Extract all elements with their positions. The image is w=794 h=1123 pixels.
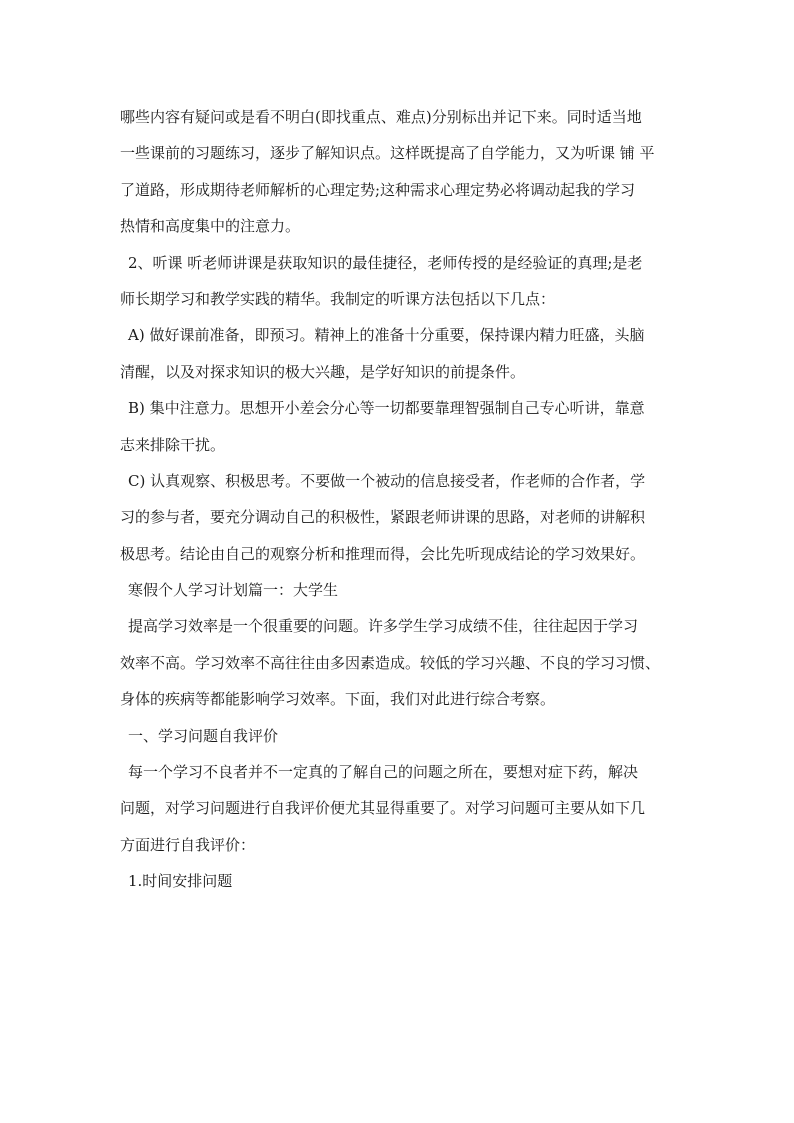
text-line: 提高学习效率是一个很重要的问题。许多学生学习成绩不佳，往往起因于学习 [128, 617, 639, 636]
text-line: 效率不高。学习效率不高往往由多因素造成。较低的学习兴趣、不良的学习习惯、 [120, 653, 661, 672]
document-body [120, 99, 676, 900]
text-line: 了道路，形成期待老师解析的心理定势;这种需求心理定势必将调动起我的学习 [120, 180, 636, 199]
text-line: 习的参与者，要充分调动自己的积极性，紧跟老师讲课的思路，对老师的讲解积 [120, 508, 646, 527]
section-heading: 寒假个人学习计划篇一：大学生 [128, 581, 339, 600]
text-line: 清醒，以及对探求知识的极大兴趣，是学好知识的前提条件。 [120, 362, 526, 381]
text-line: 2、听课 听老师讲课是获取知识的最佳捷径，老师传授的是经验证的真理;是老 [128, 253, 643, 272]
text-line: 方面进行自我评价： [120, 835, 256, 854]
text-line: 热情和高度集中的注意力。 [120, 217, 301, 236]
text-line: 极思考。结论由自己的观察分析和推理而得，会比先听现成结论的学习效果好。 [120, 544, 646, 563]
list-item: 1.时间安排问题 [128, 872, 233, 891]
text-line: 志来排除干扰。 [120, 435, 226, 454]
text-line: 问题，对学习问题进行自我评价便尤其显得重要了。对学习问题可主要从如下几 [120, 799, 646, 818]
text-line: B) 集中注意力。思想开小差会分心等一切都要靠理智强制自己专心听讲，靠意 [128, 399, 645, 418]
section-heading: 一、学习问题自我评价 [128, 726, 279, 745]
text-line: 师长期学习和教学实践的精华。我制定的听课方法包括以下几点： [120, 289, 556, 308]
text-line: 身体的疾病等都能影响学习效率。下面，我们对此进行综合考察。 [120, 690, 556, 709]
text-line: 一些课前的习题练习，逐步了解知识点。这样既提高了自学能力，又为听课 铺 平 [120, 144, 655, 163]
text-line: 每一个学习不良者并不一定真的了解自己的问题之所在，要想对症下药，解决 [128, 763, 639, 782]
text-line: A) 做好课前准备，即预习。精神上的准备十分重要，保持课内精力旺盛，头脑 [128, 326, 645, 345]
text-line: C) 认真观察、积极思考。不要做一个被动的信息接受者，作老师的合作者，学 [128, 471, 646, 490]
text-line: 哪些内容有疑问或是看不明白(即找重点、难点)分别标出并记下来。同时适当地 [120, 108, 642, 126]
